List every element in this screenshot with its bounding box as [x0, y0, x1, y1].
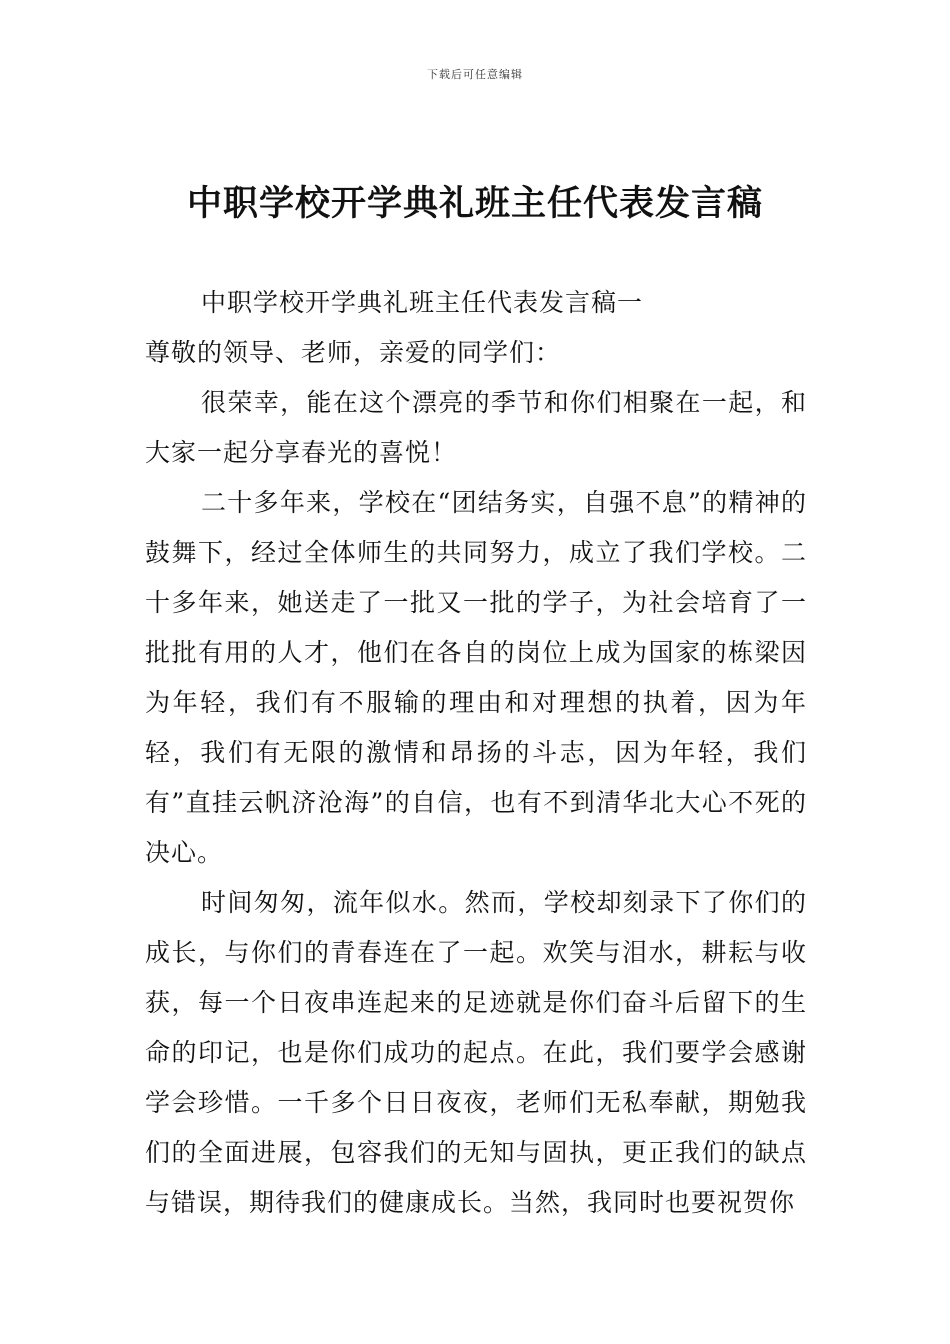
document-title: 中职学校开学典礼班主任代表发言稿 [186, 184, 763, 224]
header-note: 下载后可任意编辑 [427, 68, 523, 81]
paragraph: 很荣幸，能在这个漂亮的季节和你们相聚在一起，和大家一起分享春光的喜悦！ [145, 388, 807, 467]
document-subtitle: 中职学校开学典礼班主任代表发言稿一 [201, 288, 644, 317]
document-body [145, 278, 807, 1228]
paragraph: 二十多年来，学校在“团结务实，自强不息”的精神的鼓舞下，经过全体师生的共同努力，成立了我们学校。二十多年来，她送走了一批又一批的学子，为社会培育了一批批有用的人才，他们在各自的岗位上成为国家的栋梁因为年轻，我们有不服输的理由和对理想的执着，因为年轻，我们有无限的激情和昂扬的斗志，因为年轻，我们有”直挂云帆济沧海”的自信，也有不到清华北大心不死的决心。 [145, 488, 807, 867]
salutation: 尊敬的领导、老师，亲爱的同学们： [145, 338, 562, 367]
paragraph: 时间匆匆，流年似水。然而，学校却刻录下了你们的成长，与你们的青春连在了一起。欢笑与泪水，耕耘与收获，每一个日夜串连起来的足迹就是你们奋斗后留下的生命的印记，也是你们成功的起点。在此，我们要学会感谢学会珍惜。一千多个日日夜夜，老师们无私奉献，期勉我们的全面进展，包容我们的无知与固执，更正我们的缺点与错误，期待我们的健康成长。当然，我同时也要祝贺你 [145, 888, 807, 1217]
